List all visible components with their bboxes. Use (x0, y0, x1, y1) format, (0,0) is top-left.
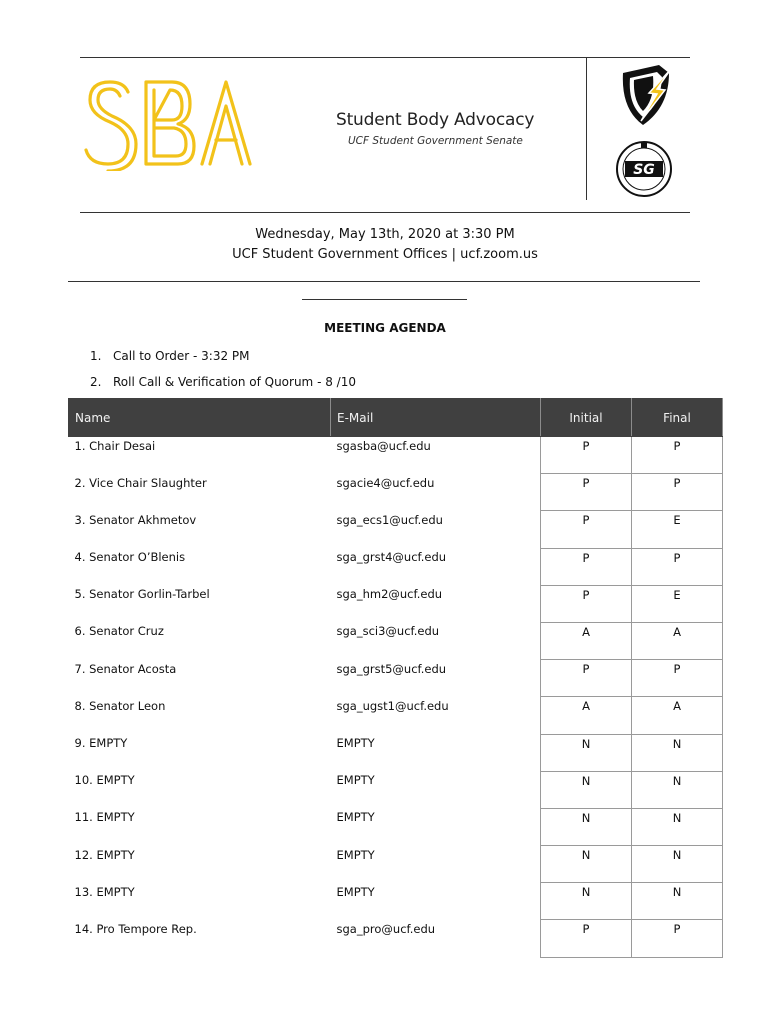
row-name: 8. Senator Leon (74, 698, 166, 713)
row-initial: N (541, 846, 632, 883)
row-initial: N (541, 734, 632, 771)
short-rule (302, 299, 467, 300)
header-final: Final (632, 399, 723, 437)
table-row (69, 585, 723, 622)
row-email: EMPTY (336, 736, 375, 750)
row-email: EMPTY (336, 847, 375, 862)
row-name: 14. Pro Tempore Rep. (74, 921, 197, 936)
meeting-date: Wednesday, May 13th, 2020 at 3:30 PM (255, 227, 515, 242)
table-row (69, 920, 723, 957)
row-email: sga_grst5@ucf.edu (336, 661, 447, 676)
row-initial: N (541, 808, 632, 845)
row-initial: P (541, 920, 632, 957)
row-final: N (632, 846, 723, 883)
row-name: 2. Vice Chair Slaughter (74, 475, 207, 490)
row-name: 5. Senator Gorlin-Tarbel (74, 587, 210, 602)
row-name: 10. EMPTY (74, 773, 135, 788)
row-email: sga_pro@ucf.edu (336, 921, 436, 936)
row-initial: A (541, 697, 632, 734)
row-final: P (632, 920, 723, 957)
row-name: 4. Senator O’Blenis (74, 550, 186, 565)
table-row (69, 846, 723, 883)
row-final: N (632, 883, 723, 920)
row-name: 1. Chair Desai (74, 439, 156, 453)
row-email: EMPTY (336, 884, 375, 899)
table-row (69, 474, 723, 511)
table-row (69, 771, 723, 808)
row-final: E (632, 511, 723, 548)
row-initial: A (541, 622, 632, 659)
agenda-item-number: 1. (90, 349, 102, 363)
sba-logo (80, 76, 255, 171)
row-name: 9. EMPTY (74, 736, 128, 750)
agenda-item (90, 375, 356, 389)
table-row (69, 548, 723, 585)
row-email: sga_hm2@ucf.edu (336, 587, 443, 602)
table-row (69, 808, 723, 845)
location-rule (68, 281, 700, 282)
row-final: E (632, 585, 723, 622)
table-row (69, 734, 723, 771)
header-bottom-rule (80, 212, 690, 213)
header-email: E-Mail (331, 399, 541, 437)
row-email: EMPTY (336, 773, 375, 788)
row-initial: P (541, 511, 632, 548)
table-header-row (69, 399, 723, 437)
sg-seal-icon (615, 140, 673, 198)
meeting-location: UCF Student Government Offices | ucf.zoom.us (232, 247, 538, 262)
row-initial: P (541, 474, 632, 511)
row-email: sga_ugst1@ucf.edu (336, 698, 449, 713)
table-row (69, 883, 723, 920)
agenda-item (90, 349, 250, 363)
row-initial: N (541, 883, 632, 920)
shield-lightning-icon (619, 63, 673, 127)
org-title: Student Body Advocacy (336, 110, 535, 130)
row-email: EMPTY (336, 810, 375, 825)
org-subtitle: UCF Student Government Senate (348, 135, 523, 147)
table-row (69, 660, 723, 697)
row-final: N (632, 734, 723, 771)
header-initial: Initial (541, 399, 632, 437)
row-email: sgasba@ucf.edu (336, 439, 431, 453)
row-final: P (632, 660, 723, 697)
table-row (69, 622, 723, 659)
row-email: sga_sci3@ucf.edu (336, 624, 440, 639)
row-final: A (632, 622, 723, 659)
row-name: 7. Senator Acosta (74, 661, 177, 676)
row-initial: P (541, 548, 632, 585)
row-email: sga_ecs1@ucf.edu (336, 512, 443, 527)
row-name: 11. EMPTY (74, 810, 135, 825)
row-email: sgacie4@ucf.edu (336, 475, 435, 490)
row-initial: P (541, 660, 632, 697)
row-email: sga_grst4@ucf.edu (336, 550, 447, 565)
agenda-item-number: 2. (90, 375, 102, 389)
row-name: 6. Senator Cruz (74, 624, 164, 639)
table-row (69, 697, 723, 734)
roll-call-table (68, 398, 723, 958)
row-final: N (632, 771, 723, 808)
agenda-title: MEETING AGENDA (324, 321, 446, 335)
table-row (69, 511, 723, 548)
row-final: A (632, 697, 723, 734)
row-final: P (632, 437, 723, 474)
header-top-rule (80, 57, 690, 58)
agenda-item-text: Call to Order - 3:32 PM (113, 349, 250, 363)
row-initial: P (541, 585, 632, 622)
header-name: Name (69, 399, 331, 437)
seal-text: SG (633, 162, 655, 178)
table-row (69, 437, 723, 474)
row-final: N (632, 808, 723, 845)
agenda-item-text: Roll Call & Verification of Quorum - 8 /10 (113, 375, 356, 389)
row-name: 3. Senator Akhmetov (74, 512, 197, 527)
header-divider (586, 58, 587, 200)
row-name: 13. EMPTY (74, 884, 135, 899)
row-final: P (632, 474, 723, 511)
row-initial: P (541, 437, 632, 474)
row-initial: N (541, 771, 632, 808)
row-name: 12. EMPTY (74, 847, 135, 862)
row-final: P (632, 548, 723, 585)
